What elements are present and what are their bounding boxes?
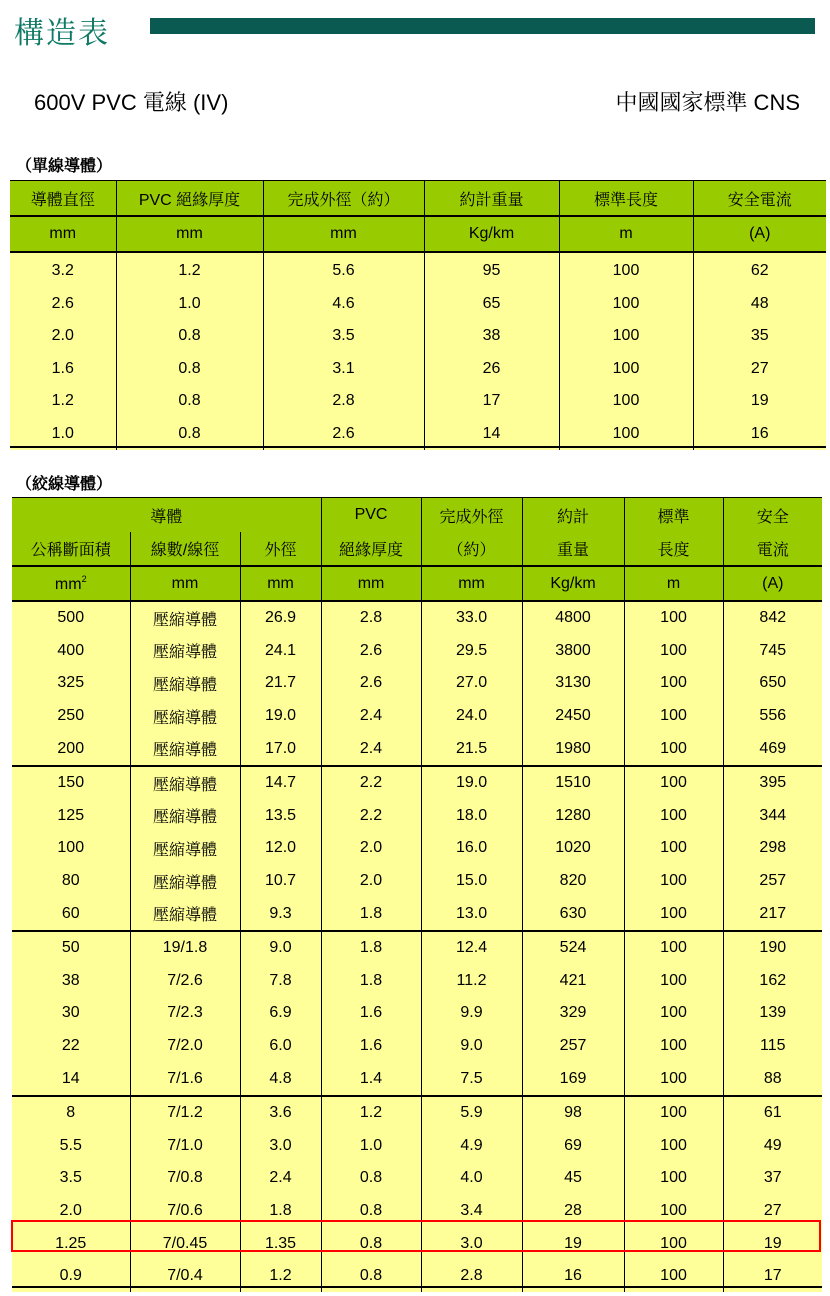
unit-header: mm (116, 216, 263, 252)
table-cell: 62 (693, 252, 826, 288)
table-cell: 27.0 (421, 667, 522, 700)
column-header: 安全電流 (693, 181, 826, 216)
product-name: 600V PVC 電線 (IV) (34, 90, 229, 115)
table-cell: 7/2.0 (130, 1030, 240, 1063)
table-cell: 21.5 (421, 732, 522, 766)
table-row (12, 997, 822, 1030)
table-cell: 14 (424, 418, 559, 451)
table-row (12, 667, 822, 700)
table-cell: 4.0 (421, 1162, 522, 1195)
table-cell: 17 (723, 1260, 822, 1293)
table-row (10, 288, 826, 321)
table-cell: 0.8 (116, 385, 263, 418)
table-cell: 35 (693, 320, 826, 353)
unit-header: (A) (693, 216, 826, 252)
table-cell: 500 (12, 601, 130, 635)
table-cell: 14.7 (240, 766, 321, 800)
unit-text: (A) (762, 574, 784, 592)
column-header: 線數/線徑 (130, 532, 240, 566)
table-cell: 100 (624, 667, 723, 700)
table-cell: 100 (624, 931, 723, 965)
table-cell: 1.8 (240, 1195, 321, 1228)
table-cell: 2.2 (321, 800, 421, 833)
table-cell: 2.4 (321, 732, 421, 766)
table-cell: 1020 (522, 832, 624, 865)
table-cell: 2.6 (321, 635, 421, 668)
table-cell: 7/1.0 (130, 1130, 240, 1163)
table-cell: 7/0.4 (130, 1260, 240, 1293)
single-wire-table (10, 181, 826, 450)
table-cell: 5.5 (12, 1130, 130, 1163)
table-cell: 2.8 (421, 1260, 522, 1293)
table-cell: 1.8 (321, 897, 421, 931)
table-cell: 3.5 (263, 320, 424, 353)
table-cell: 1.0 (10, 418, 116, 451)
unit-text: mm (357, 574, 385, 592)
table-cell: 0.8 (321, 1227, 421, 1260)
table-cell: 0.9 (12, 1260, 130, 1293)
table-cell: 2.2 (321, 766, 421, 800)
table-cell: 0.8 (321, 1260, 421, 1293)
table-cell: 17 (424, 385, 559, 418)
table-cell: 7.5 (421, 1062, 522, 1096)
table-cell: 60 (12, 897, 130, 931)
table-cell: 0.8 (116, 418, 263, 451)
unit-superscript: 2 (81, 573, 87, 584)
table-cell: 29.5 (421, 635, 522, 668)
table-cell: 22 (12, 1030, 130, 1063)
table-cell: 100 (624, 1260, 723, 1293)
table-cell: 329 (522, 997, 624, 1030)
table-cell: 7/0.45 (130, 1227, 240, 1260)
table-cell: 30 (12, 997, 130, 1030)
column-header: 標準 (624, 498, 723, 532)
table-cell: 100 (624, 1195, 723, 1228)
table-cell: 2.6 (321, 667, 421, 700)
table-row (10, 320, 826, 353)
table-cell: 49 (723, 1130, 822, 1163)
table-cell: 38 (12, 965, 130, 998)
table-row (12, 766, 822, 800)
table-row (12, 800, 822, 833)
table-cell: 5.6 (263, 252, 424, 288)
table-cell: 9.0 (421, 1030, 522, 1063)
table-cell: 100 (624, 766, 723, 800)
table-cell: 18.0 (421, 800, 522, 833)
unit-header (12, 566, 130, 601)
table-cell: 556 (723, 700, 822, 733)
table-cell: 2.8 (321, 601, 421, 635)
table-cell: 8 (12, 1096, 130, 1130)
table-cell: 12.0 (240, 832, 321, 865)
column-header: 約計 (522, 498, 624, 532)
table-cell: 24.0 (421, 700, 522, 733)
unit-header (321, 566, 421, 601)
table-cell: 217 (723, 897, 822, 931)
unit-header (421, 566, 522, 601)
conductor-group-header: 導體 (12, 498, 321, 532)
table-cell: 7/0.8 (130, 1162, 240, 1195)
table-cell: 19 (723, 1227, 822, 1260)
table-cell: 4.8 (240, 1062, 321, 1096)
unit-header: mm (10, 216, 116, 252)
table-cell: 100 (624, 800, 723, 833)
table-cell: 100 (624, 1130, 723, 1163)
column-header: PVC (321, 498, 421, 532)
table-row (12, 832, 822, 865)
table-border-bottom (12, 1286, 822, 1288)
table-cell: 16.0 (421, 832, 522, 865)
single-wire-section-label: （單線導體） (16, 158, 113, 175)
table-cell: 100 (624, 832, 723, 865)
table-cell: 6.0 (240, 1030, 321, 1063)
table-cell: 壓縮導體 (130, 635, 240, 668)
table-cell: 100 (624, 865, 723, 898)
column-header: （約） (421, 532, 522, 566)
table-cell: 17.0 (240, 732, 321, 766)
table-cell: 1280 (522, 800, 624, 833)
table-cell: 421 (522, 965, 624, 998)
table-cell: 630 (522, 897, 624, 931)
table-row (12, 865, 822, 898)
table-cell: 3.6 (240, 1096, 321, 1130)
table-cell: 400 (12, 635, 130, 668)
table-cell: 100 (624, 965, 723, 998)
column-header: 標準長度 (559, 181, 693, 216)
table-cell: 139 (723, 997, 822, 1030)
table-cell: 125 (12, 800, 130, 833)
table-cell: 7/2.6 (130, 965, 240, 998)
table-cell: 16 (693, 418, 826, 451)
table-cell: 壓縮導體 (130, 700, 240, 733)
table-cell: 1.35 (240, 1227, 321, 1260)
table-cell: 0.8 (321, 1162, 421, 1195)
table-cell: 2.6 (10, 288, 116, 321)
column-header: 公稱斷面積 (12, 532, 130, 566)
table-row (12, 1195, 822, 1228)
table-cell: 壓縮導體 (130, 800, 240, 833)
table-cell: 0.8 (321, 1195, 421, 1228)
table-cell: 3.0 (240, 1130, 321, 1163)
table-cell: 2.0 (10, 320, 116, 353)
table-cell: 1.4 (321, 1062, 421, 1096)
unit-header (130, 566, 240, 601)
table-cell: 1.6 (10, 353, 116, 386)
table-cell: 2.4 (321, 700, 421, 733)
table-cell: 4800 (522, 601, 624, 635)
table-cell: 100 (624, 1162, 723, 1195)
column-header: 電流 (723, 532, 822, 566)
table-cell: 壓縮導體 (130, 865, 240, 898)
table-cell: 2.0 (321, 865, 421, 898)
table-cell: 50 (12, 931, 130, 965)
table-cell: 9.0 (240, 931, 321, 965)
table-cell: 1.6 (321, 1030, 421, 1063)
table-cell: 壓縮導體 (130, 832, 240, 865)
table-cell: 842 (723, 601, 822, 635)
table-cell: 61 (723, 1096, 822, 1130)
table-cell: 13.5 (240, 800, 321, 833)
table-cell: 37 (723, 1162, 822, 1195)
table-cell: 27 (693, 353, 826, 386)
page-title: 構造表 (14, 16, 110, 51)
table-cell: 壓縮導體 (130, 667, 240, 700)
table-cell: 100 (624, 700, 723, 733)
table-cell: 3130 (522, 667, 624, 700)
table-cell: 19 (522, 1227, 624, 1260)
table-cell: 100 (559, 353, 693, 386)
stranded-wire-table (12, 498, 822, 1292)
table-row (12, 1130, 822, 1163)
unit-text: m (666, 574, 681, 592)
table-row (10, 353, 826, 386)
table-cell: 115 (723, 1030, 822, 1063)
table-cell: 257 (522, 1030, 624, 1063)
table-cell: 7/1.2 (130, 1096, 240, 1130)
table-row (12, 732, 822, 766)
table-cell: 100 (559, 385, 693, 418)
table-cell: 169 (522, 1062, 624, 1096)
table-cell: 1.2 (240, 1260, 321, 1293)
table-cell: 38 (424, 320, 559, 353)
table-cell: 1.8 (321, 965, 421, 998)
table-cell: 7/0.6 (130, 1195, 240, 1228)
table-cell: 24.1 (240, 635, 321, 668)
table-cell: 820 (522, 865, 624, 898)
table-cell: 7.8 (240, 965, 321, 998)
unit-header (240, 566, 321, 601)
column-header: 導體直徑 (10, 181, 116, 216)
table-cell: 壓縮導體 (130, 732, 240, 766)
table-cell: 100 (624, 1096, 723, 1130)
table-cell: 65 (424, 288, 559, 321)
table-cell: 33.0 (421, 601, 522, 635)
column-header: 完成外徑 (421, 498, 522, 532)
table-cell: 48 (693, 288, 826, 321)
table-cell: 100 (624, 897, 723, 931)
column-header: 長度 (624, 532, 723, 566)
table-cell: 26 (424, 353, 559, 386)
table-cell: 14 (12, 1062, 130, 1096)
table-cell: 100 (559, 252, 693, 288)
table-cell: 162 (723, 965, 822, 998)
table-cell: 100 (559, 418, 693, 451)
table-cell: 2.8 (263, 385, 424, 418)
table-cell: 1.8 (321, 931, 421, 965)
table-cell: 3.1 (263, 353, 424, 386)
table-cell: 80 (12, 865, 130, 898)
table-cell: 1.2 (116, 252, 263, 288)
column-header: 約計重量 (424, 181, 559, 216)
table-cell: 壓縮導體 (130, 601, 240, 635)
table-cell: 4.6 (263, 288, 424, 321)
table-cell: 344 (723, 800, 822, 833)
unit-header (624, 566, 723, 601)
table-cell: 21.7 (240, 667, 321, 700)
table-cell: 2.4 (240, 1162, 321, 1195)
table-cell: 7/2.3 (130, 997, 240, 1030)
table-cell: 1.0 (321, 1130, 421, 1163)
table-row (12, 931, 822, 965)
table-cell: 1510 (522, 766, 624, 800)
table-cell: 3.4 (421, 1195, 522, 1228)
unit-text: mm (54, 575, 82, 593)
table-cell: 19 (693, 385, 826, 418)
column-header: 完成外徑（約） (263, 181, 424, 216)
table-row (12, 1162, 822, 1195)
table-row (12, 601, 822, 635)
table-cell: 88 (723, 1062, 822, 1096)
table-cell: 9.9 (421, 997, 522, 1030)
table-cell: 257 (723, 865, 822, 898)
table-cell: 28 (522, 1195, 624, 1228)
unit-text: Kg/km (550, 574, 596, 592)
table-cell: 1.25 (12, 1227, 130, 1260)
standard-name: 中國國家標準 CNS (615, 90, 800, 115)
table-row (10, 385, 826, 418)
table-cell: 98 (522, 1096, 624, 1130)
table-row (12, 1030, 822, 1063)
table-cell: 325 (12, 667, 130, 700)
table-cell: 壓縮導體 (130, 897, 240, 931)
unit-header (723, 566, 822, 601)
table-cell: 190 (723, 931, 822, 965)
table-cell: 100 (559, 320, 693, 353)
table-cell: 19.0 (421, 766, 522, 800)
table-cell: 10.7 (240, 865, 321, 898)
table-cell: 4.9 (421, 1130, 522, 1163)
table-cell: 69 (522, 1130, 624, 1163)
table-cell: 100 (624, 1062, 723, 1096)
table-cell: 100 (559, 288, 693, 321)
table-cell: 95 (424, 252, 559, 288)
table-cell: 3.5 (12, 1162, 130, 1195)
table-cell: 3.2 (10, 252, 116, 288)
table-cell: 650 (723, 667, 822, 700)
table-cell: 298 (723, 832, 822, 865)
table-cell: 19.0 (240, 700, 321, 733)
table-cell: 0.8 (116, 320, 263, 353)
table-cell: 2.6 (263, 418, 424, 451)
table-cell: 26.9 (240, 601, 321, 635)
table-cell: 1.0 (116, 288, 263, 321)
column-header: 絕緣厚度 (321, 532, 421, 566)
table-cell: 9.3 (240, 897, 321, 931)
table-cell: 1.2 (10, 385, 116, 418)
table-cell: 2450 (522, 700, 624, 733)
table-cell: 100 (624, 1030, 723, 1063)
table-cell: 7/1.6 (130, 1062, 240, 1096)
table-cell: 19/1.8 (130, 931, 240, 965)
table-cell: 3.0 (421, 1227, 522, 1260)
table-row (12, 700, 822, 733)
table-cell: 524 (522, 931, 624, 965)
table-cell: 12.4 (421, 931, 522, 965)
table-cell: 200 (12, 732, 130, 766)
table-cell: 100 (624, 1227, 723, 1260)
table-row (12, 965, 822, 998)
table-cell: 100 (624, 635, 723, 668)
table-cell: 150 (12, 766, 130, 800)
unit-header: Kg/km (424, 216, 559, 252)
table-row (12, 635, 822, 668)
table-cell: 11.2 (421, 965, 522, 998)
table-cell: 100 (12, 832, 130, 865)
unit-header (522, 566, 624, 601)
table-cell: 6.9 (240, 997, 321, 1030)
table-row (12, 897, 822, 931)
table-cell: 壓縮導體 (130, 766, 240, 800)
table-row (12, 1062, 822, 1096)
table-row (12, 1096, 822, 1130)
column-header: 外徑 (240, 532, 321, 566)
table-cell: 13.0 (421, 897, 522, 931)
column-header: 安全 (723, 498, 822, 532)
table-cell: 3800 (522, 635, 624, 668)
table-cell: 745 (723, 635, 822, 668)
table-cell: 0.8 (116, 353, 263, 386)
title-bar (150, 18, 815, 34)
column-header: PVC 絕緣厚度 (116, 181, 263, 216)
table-cell: 250 (12, 700, 130, 733)
table-cell: 15.0 (421, 865, 522, 898)
highlighted-table-row (12, 1227, 822, 1260)
unit-text: mm (267, 574, 294, 592)
stranded-wire-section-label: （絞線導體） (16, 476, 113, 493)
table-cell: 2.0 (321, 832, 421, 865)
table-border-bottom (10, 446, 826, 448)
table-cell: 100 (624, 997, 723, 1030)
unit-header: mm (263, 216, 424, 252)
table-cell: 2.0 (12, 1195, 130, 1228)
table-cell: 100 (624, 732, 723, 766)
table-cell: 1.6 (321, 997, 421, 1030)
table-cell: 469 (723, 732, 822, 766)
column-header: 重量 (522, 532, 624, 566)
table-cell: 1.2 (321, 1096, 421, 1130)
table-cell: 100 (624, 601, 723, 635)
table-cell: 45 (522, 1162, 624, 1195)
table-cell: 16 (522, 1260, 624, 1293)
table-cell: 395 (723, 766, 822, 800)
unit-text: mm (171, 574, 199, 592)
unit-text: mm (458, 574, 485, 592)
table-cell: 27 (723, 1195, 822, 1228)
table-cell: 5.9 (421, 1096, 522, 1130)
table-row (10, 252, 826, 288)
unit-header: m (559, 216, 693, 252)
table-cell: 1980 (522, 732, 624, 766)
